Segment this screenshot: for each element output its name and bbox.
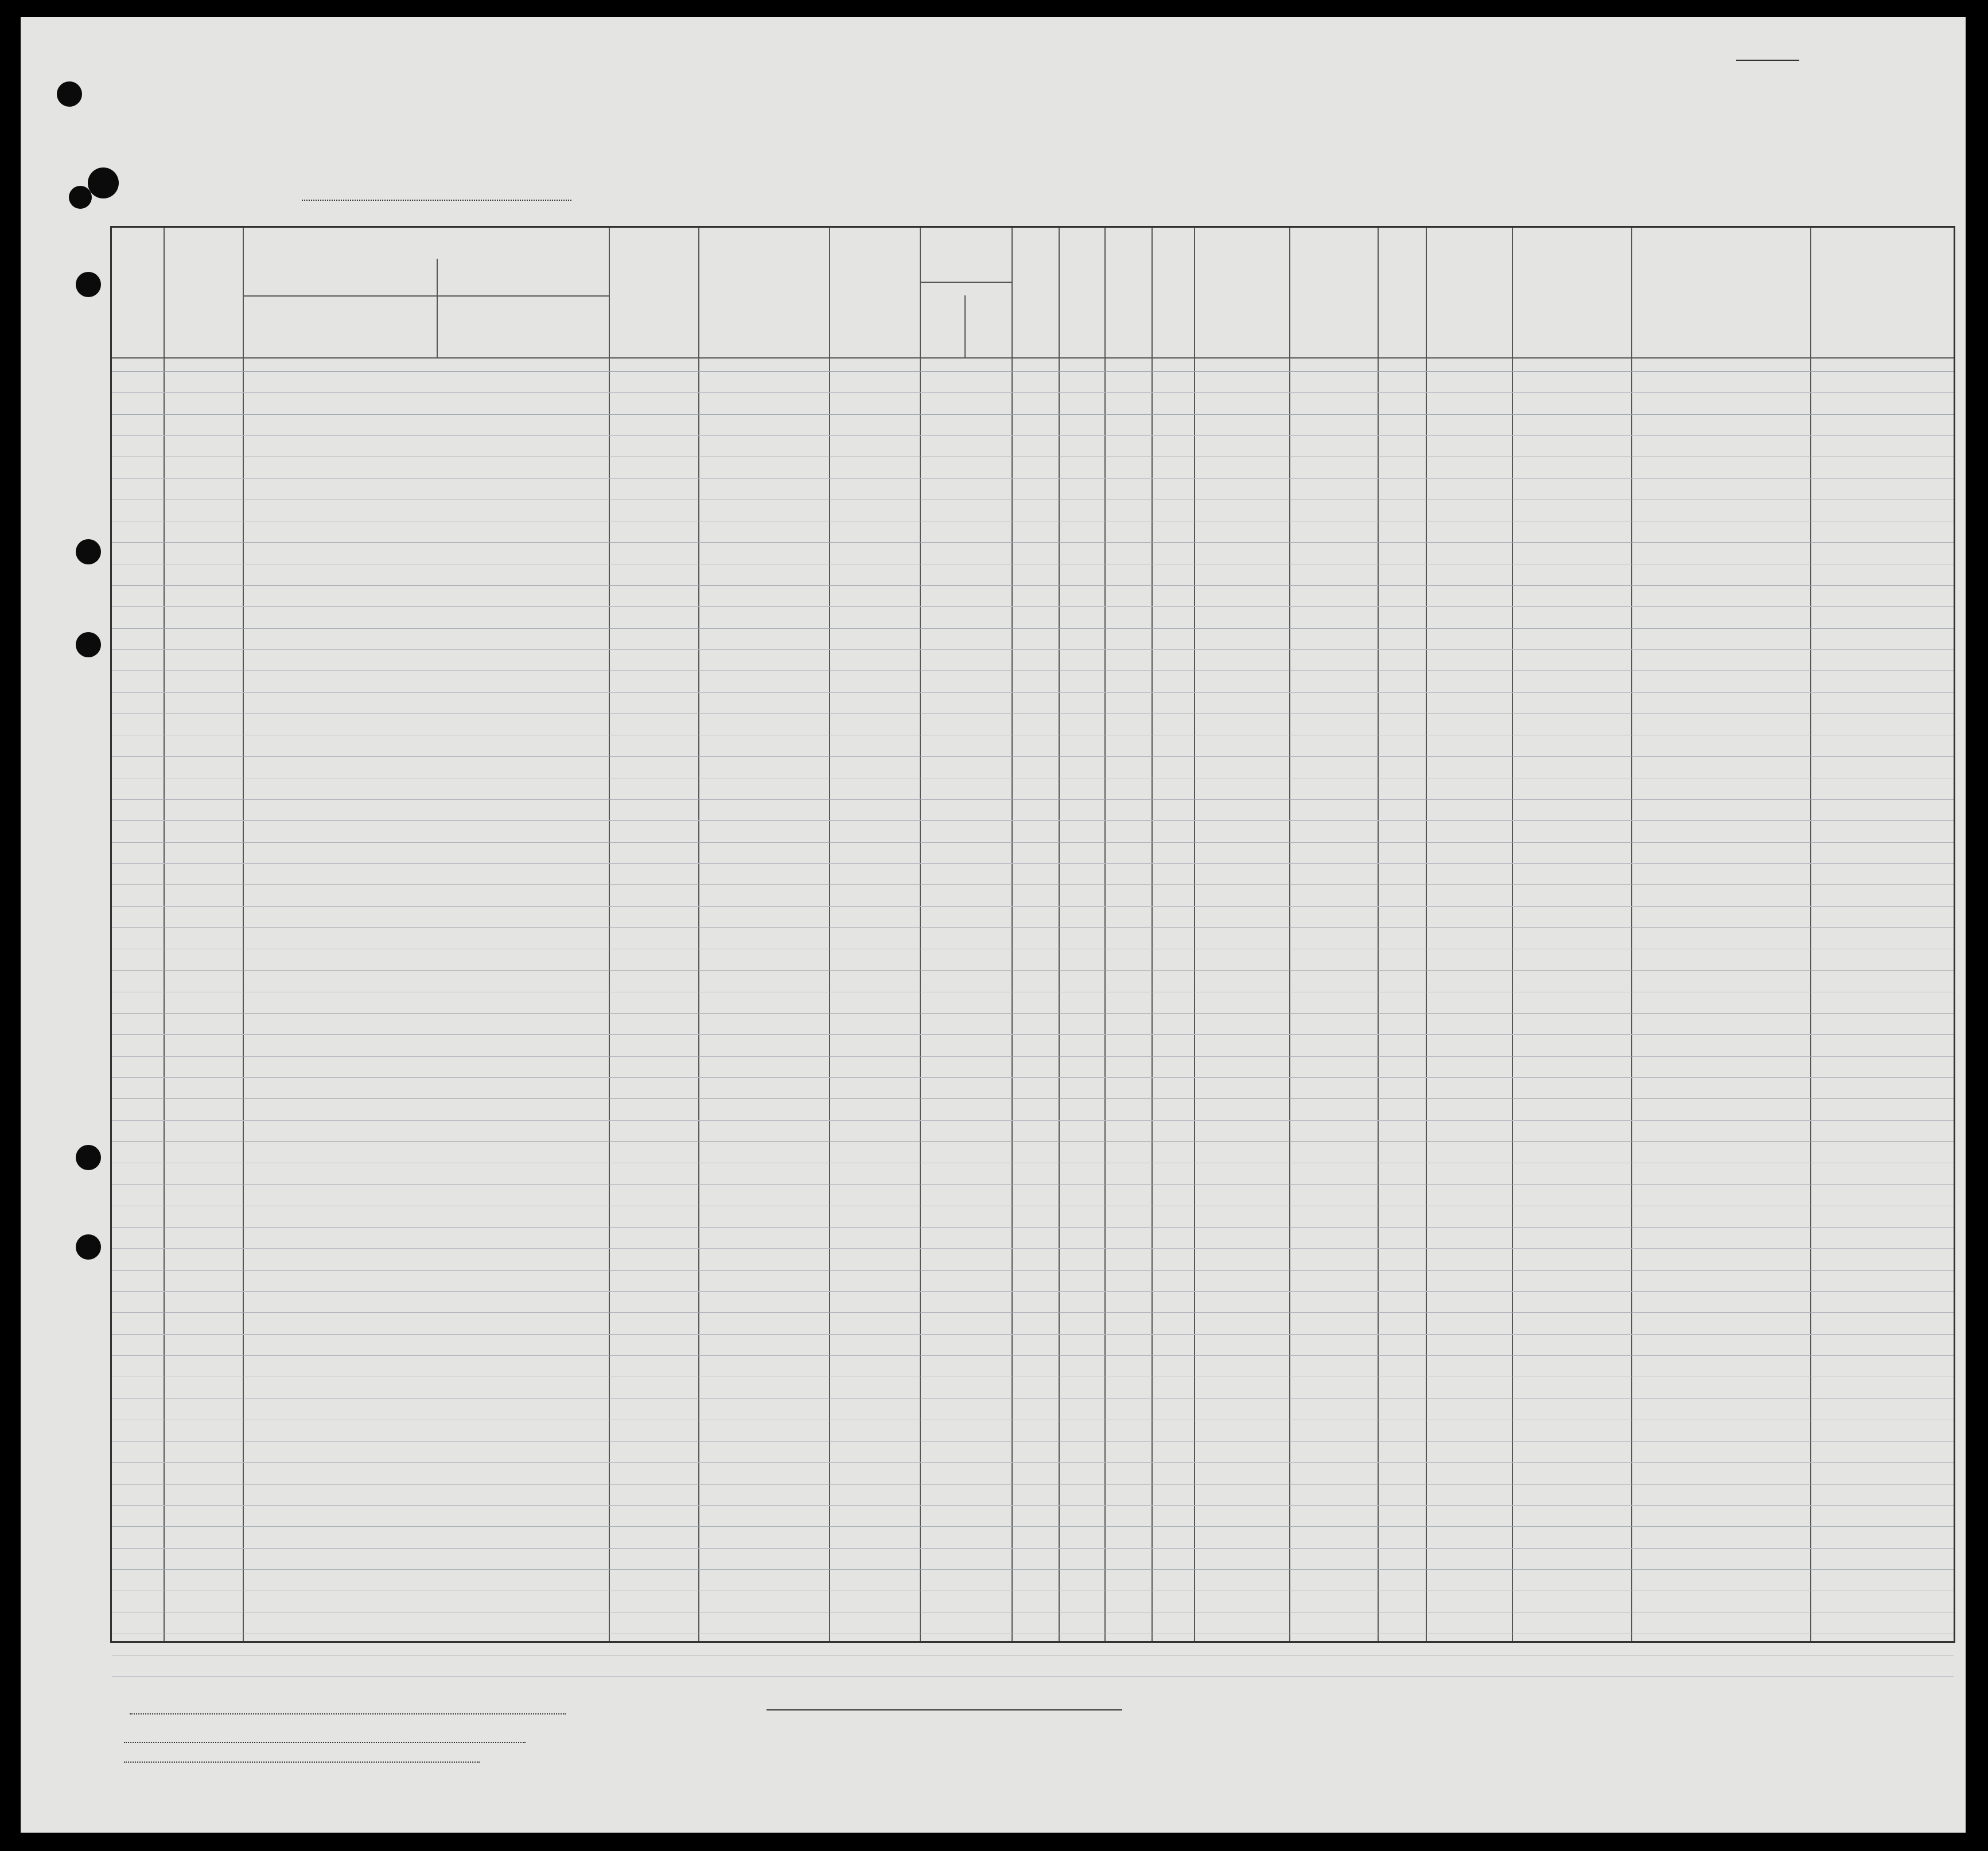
row-rule <box>112 1098 1954 1099</box>
row-rule <box>112 628 1954 629</box>
row-rule <box>112 414 1954 415</box>
row-rule <box>112 1270 1954 1271</box>
row-rule <box>112 478 1954 479</box>
row-rule <box>112 1291 1954 1292</box>
subcolumn-divider <box>437 259 438 357</box>
column-divider <box>1194 228 1195 1641</box>
row-rule <box>112 970 1954 971</box>
row-rule <box>112 906 1954 907</box>
row-rule <box>112 649 1954 650</box>
row-rule <box>112 606 1954 607</box>
row-rule <box>112 1334 1954 1335</box>
column-divider <box>1011 228 1013 1641</box>
column-divider <box>1426 228 1427 1641</box>
column-divider <box>1059 228 1060 1641</box>
row-rule <box>112 1505 1954 1506</box>
column-divider <box>1104 228 1106 1641</box>
sheet-value <box>1736 60 1799 61</box>
punch-hole <box>88 167 119 198</box>
header-group-rule <box>920 282 1011 283</box>
vessel-name <box>302 200 571 201</box>
row-rule <box>112 1548 1954 1549</box>
column-divider <box>1151 228 1153 1641</box>
footer-line-field <box>112 1704 566 1718</box>
manifest-sheet <box>21 17 1966 1833</box>
row-rule <box>112 1355 1954 1356</box>
column-divider <box>1378 228 1379 1641</box>
footer-owners-field <box>112 1729 526 1743</box>
punch-hole <box>76 539 101 564</box>
column-divider <box>698 228 699 1641</box>
row-rule <box>112 799 1954 800</box>
row-rule <box>112 692 1954 693</box>
row-rule <box>112 371 1954 372</box>
row-rule <box>112 884 1954 885</box>
row-rule <box>112 1676 1954 1677</box>
row-rule <box>112 1248 1954 1249</box>
row-rule <box>112 1056 1954 1057</box>
row-rule <box>112 392 1954 393</box>
subcolumn-divider <box>964 295 966 357</box>
row-rule <box>112 435 1954 436</box>
sheet-number <box>1736 49 1799 65</box>
row-rule <box>112 1526 1954 1527</box>
footer-agents-field <box>112 1752 480 1766</box>
column-divider <box>1631 228 1632 1641</box>
column-divider <box>609 228 610 1641</box>
header-group-rule <box>243 295 609 297</box>
inspector-signature <box>767 1709 1122 1710</box>
row-rule <box>112 585 1954 586</box>
column-divider <box>829 228 830 1641</box>
column-divider <box>920 228 921 1641</box>
row-rule <box>112 542 1954 543</box>
punch-hole <box>69 186 92 209</box>
row-rule <box>112 820 1954 821</box>
owners-value <box>124 1731 526 1743</box>
punch-hole <box>76 272 101 297</box>
row-rule <box>112 1141 1954 1142</box>
row-rule <box>112 1569 1954 1570</box>
row-rule <box>112 1462 1954 1463</box>
column-divider <box>1289 228 1290 1641</box>
punch-hole <box>76 1145 101 1170</box>
line-value <box>130 1713 566 1714</box>
crew-table <box>110 226 1955 1643</box>
row-rule <box>112 842 1954 843</box>
punch-hole <box>57 81 82 107</box>
row-rule <box>112 1034 1954 1035</box>
agents-value <box>124 1762 480 1763</box>
row-rule <box>112 756 1954 757</box>
column-divider <box>164 228 165 1641</box>
row-rule <box>112 1077 1954 1078</box>
row-rule <box>112 1013 1954 1014</box>
punch-hole <box>76 632 101 657</box>
column-divider <box>243 228 244 1641</box>
punch-hole <box>76 1234 101 1260</box>
row-rule <box>112 1120 1954 1121</box>
column-divider <box>1810 228 1811 1641</box>
header-bottom-rule <box>112 357 1954 358</box>
column-divider <box>1512 228 1513 1641</box>
row-rule <box>112 863 1954 864</box>
row-rule <box>112 1312 1954 1313</box>
